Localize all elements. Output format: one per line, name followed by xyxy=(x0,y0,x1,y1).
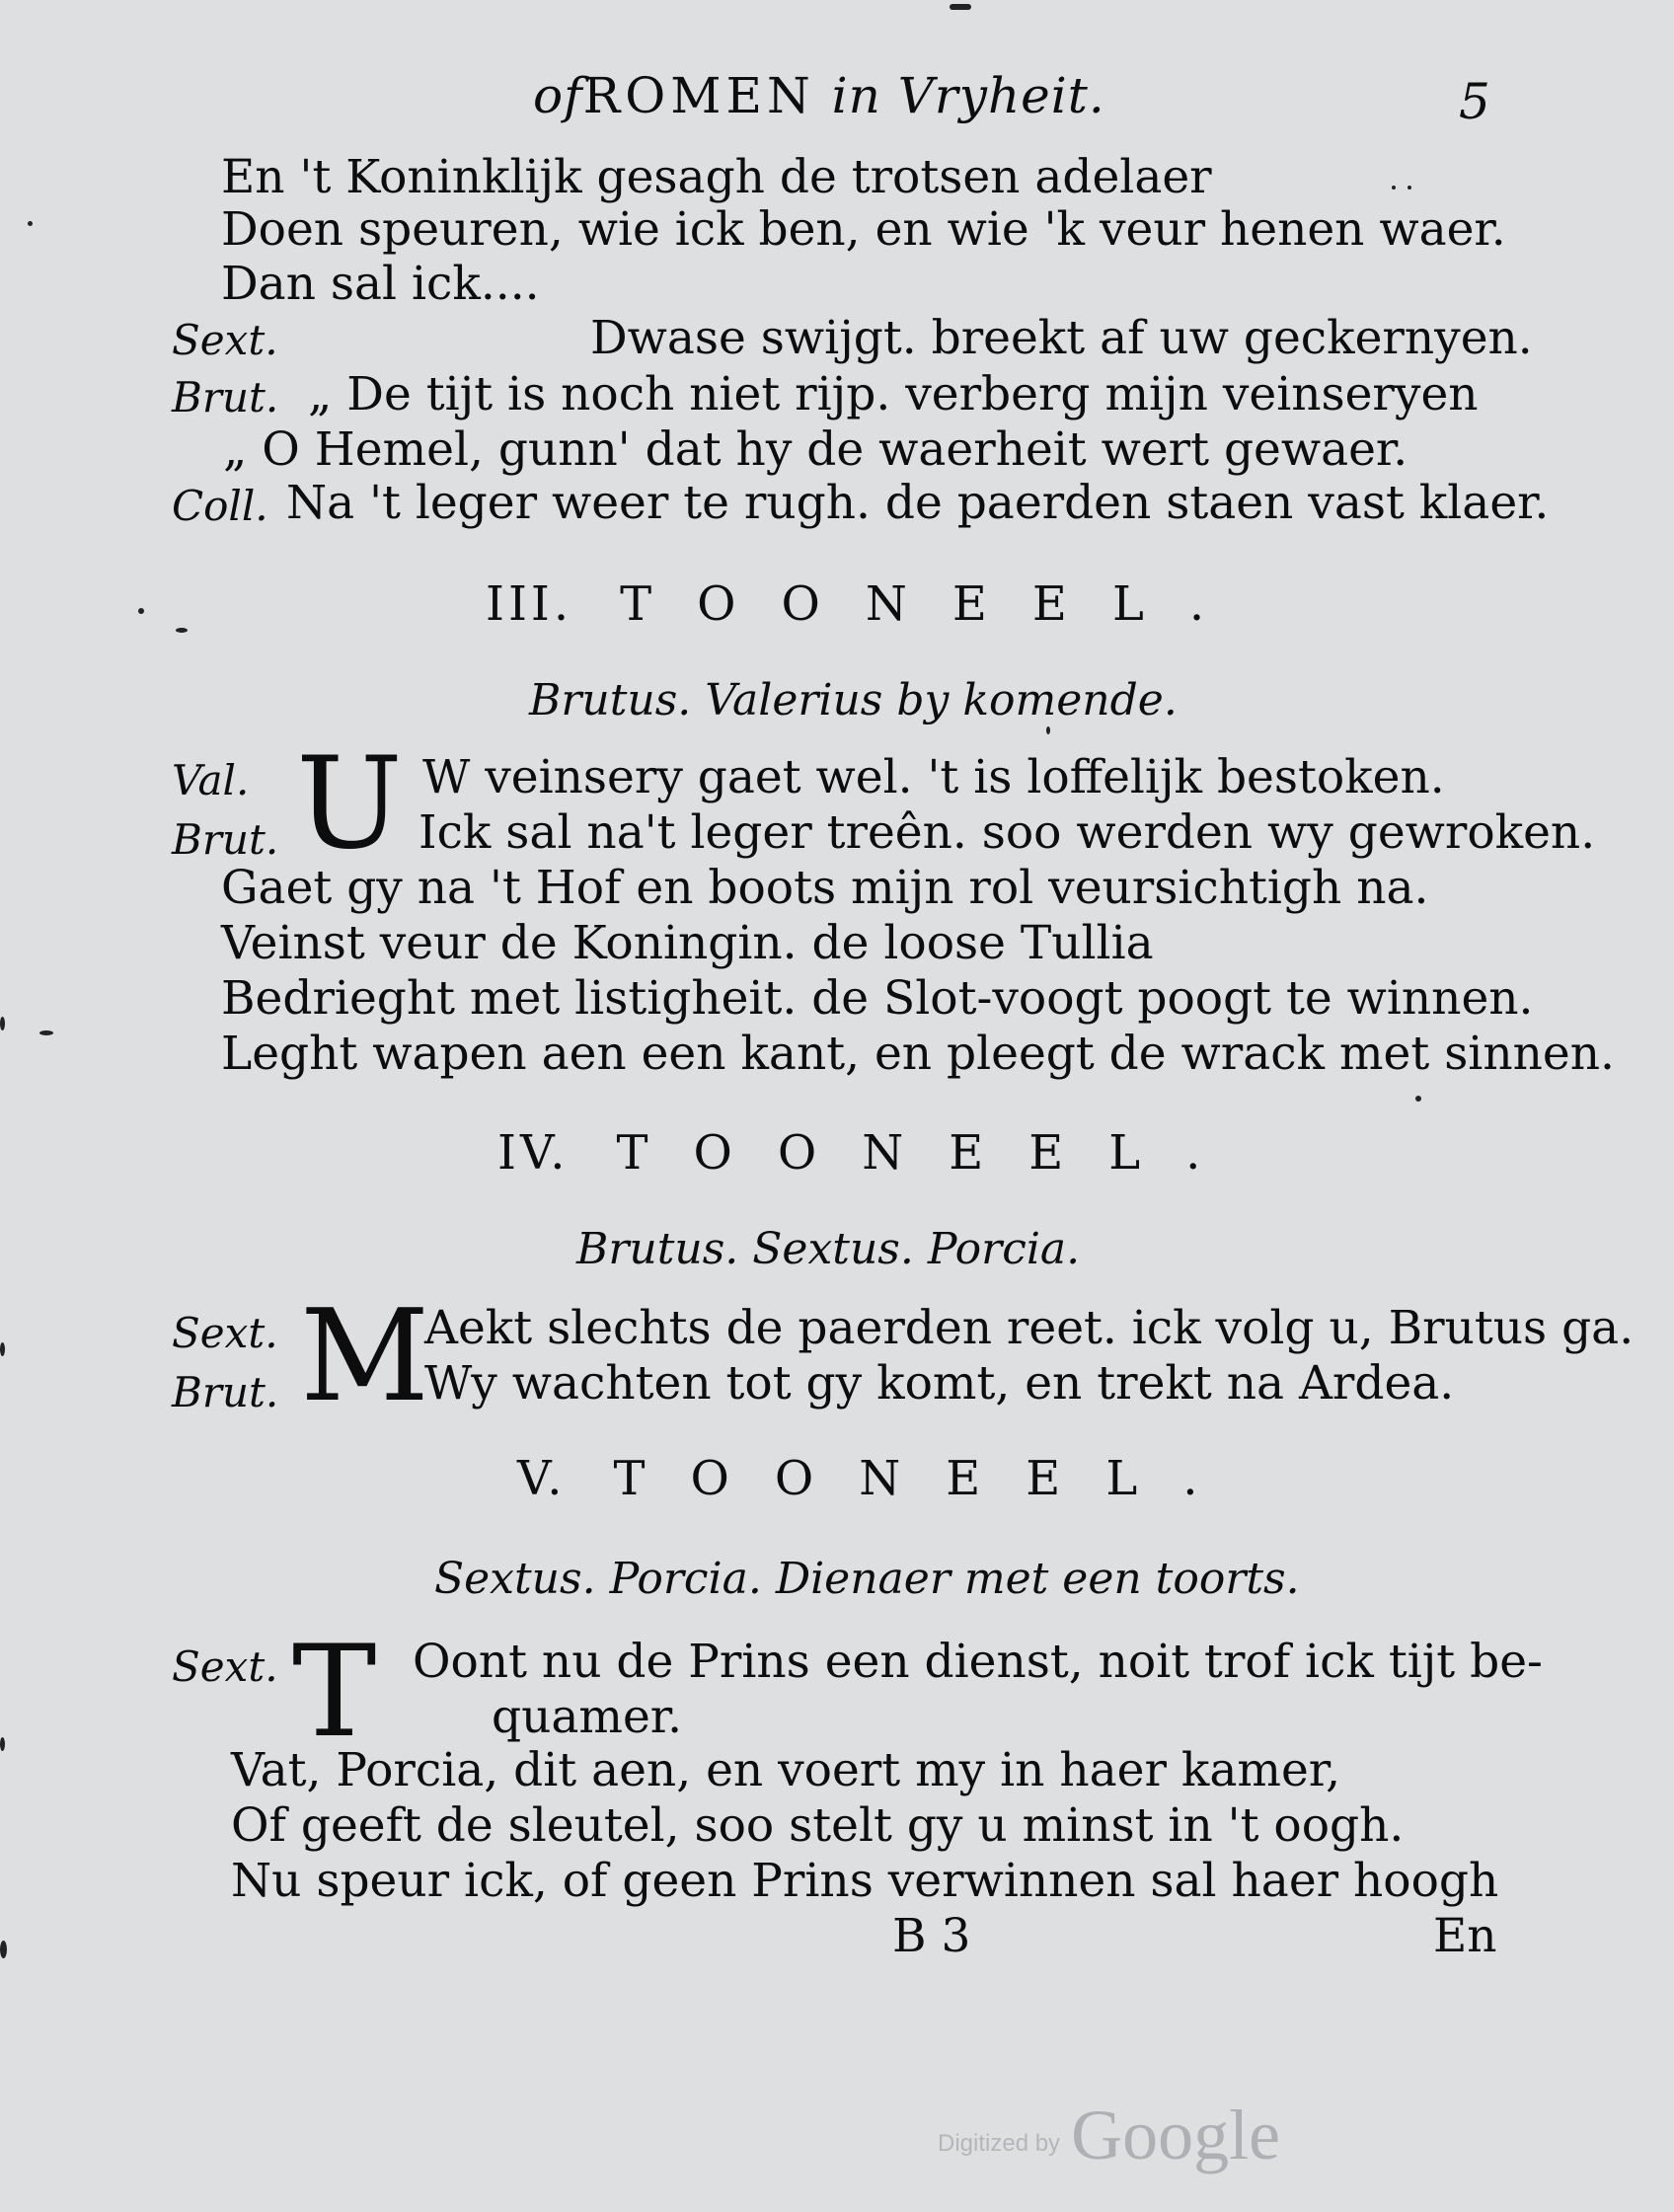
page-speck xyxy=(1415,1096,1421,1102)
scene-number: V. xyxy=(517,1451,567,1506)
scene-word: TOONEEL. xyxy=(620,576,1251,632)
verse-line: „ De tijt is noch niet rijp. verberg mijn veinseryen xyxy=(308,367,1479,421)
drop-cap: T xyxy=(292,1619,377,1766)
page-speck xyxy=(0,1941,7,1958)
speaker-label: Brut. xyxy=(172,373,279,421)
speaker-label: Coll. xyxy=(172,482,268,530)
page-number: 5 xyxy=(1459,73,1491,130)
verse-line: Gaet gy na 't Hof en boots mijn rol veursichtigh na. xyxy=(221,861,1429,915)
verse-line: En 't Koninklijk gesagh de trotsen adelaer xyxy=(221,150,1212,204)
page-speck xyxy=(0,1017,5,1030)
speaker-label: Sext. xyxy=(172,1309,278,1357)
page-speck xyxy=(0,1342,5,1356)
page-speck xyxy=(0,1737,5,1751)
verse-line: Aekt slechts de paerden reet. ick volg u, Brutus ga. xyxy=(424,1301,1635,1355)
scene-heading xyxy=(497,1125,1246,1181)
verse-line: quamer. xyxy=(492,1690,683,1744)
cast-list: Brutus. Sextus. Porcia. xyxy=(576,1224,1081,1274)
verse-line: Vat, Porcia, dit aen, en voert my in haer kamer, xyxy=(231,1743,1341,1797)
verse-line: Oont nu de Prins een dienst, noit trof ick tijt be- xyxy=(413,1635,1543,1689)
verse-line: Of geeft de sleutel, soo stelt gy u minst in 't oogh. xyxy=(231,1798,1405,1853)
scene-number: IV. xyxy=(497,1125,570,1181)
header-prefix: of xyxy=(533,67,583,124)
scene-number: III. xyxy=(486,576,573,632)
header-suffix: in Vryheit. xyxy=(831,67,1105,124)
speaker-label: Sext. xyxy=(172,1642,278,1691)
speaker-label: Val. xyxy=(172,756,250,804)
page-speck xyxy=(176,628,188,633)
page-speck xyxy=(1392,186,1396,190)
page-speck xyxy=(1408,186,1411,190)
scene-heading xyxy=(486,576,1250,632)
page-speck xyxy=(950,4,971,10)
scene-heading xyxy=(517,1451,1243,1506)
running-header xyxy=(533,67,1105,124)
signature-mark: B 3 xyxy=(892,1909,971,1963)
speaker-label: Brut. xyxy=(172,1368,279,1416)
cast-list: Sextus. Porcia. Dienaer met een toorts. xyxy=(434,1554,1300,1604)
verse-line: Doen speuren, wie ick ben, en wie 'k veur henen waer. xyxy=(221,202,1506,257)
verse-line: Ick sal na't leger treên. soo werden wy gewroken. xyxy=(418,805,1596,860)
catchword: En xyxy=(1433,1909,1497,1963)
verse-line: Dan sal ick.... xyxy=(221,257,540,311)
verse-line: Leght wapen aen een kant, en pleegt de wrack met sinnen. xyxy=(221,1027,1615,1081)
drop-cap: U xyxy=(296,730,403,877)
digitized-watermark xyxy=(938,2095,1280,2176)
drop-cap: M xyxy=(300,1283,430,1430)
page-speck xyxy=(39,1030,53,1035)
verse-line: Wy wachten tot gy komt, en trekt na Ardea. xyxy=(424,1356,1455,1411)
page-speck xyxy=(138,608,144,614)
header-title: ROMEN xyxy=(582,67,815,124)
speaker-label: Brut. xyxy=(172,815,279,864)
verse-line: Nu speur ick, of geen Prins verwinnen sal haer hoogh xyxy=(231,1854,1499,1908)
verse-line: Na 't leger weer te rugh. de paerden staen vast klaer. xyxy=(286,476,1550,530)
scene-word: TOONEEL. xyxy=(616,1125,1247,1181)
digitized-by-text: Digitized by xyxy=(938,2130,1061,2157)
google-logo: Google xyxy=(1071,2096,1281,2174)
page-speck xyxy=(1046,726,1050,734)
scene-word: TOONEEL. xyxy=(613,1451,1244,1506)
verse-line: Bedrieght met listigheit. de Slot-voogt poogt te winnen. xyxy=(221,971,1534,1026)
verse-line: Veinst veur de Koningin. de loose Tullia xyxy=(221,916,1154,970)
page-speck xyxy=(28,221,33,226)
cast-list: Brutus. Valerius by komende. xyxy=(529,675,1178,725)
speaker-label: Sext. xyxy=(172,316,278,364)
verse-line: Dwase swijgt. breekt af uw geckernyen. xyxy=(590,311,1533,365)
verse-line: W veinsery gaet wel. 't is loffelijk bestoken. xyxy=(422,750,1445,804)
verse-line: „ O Hemel, gunn' dat hy de waerheit wert gewaer. xyxy=(223,422,1408,477)
